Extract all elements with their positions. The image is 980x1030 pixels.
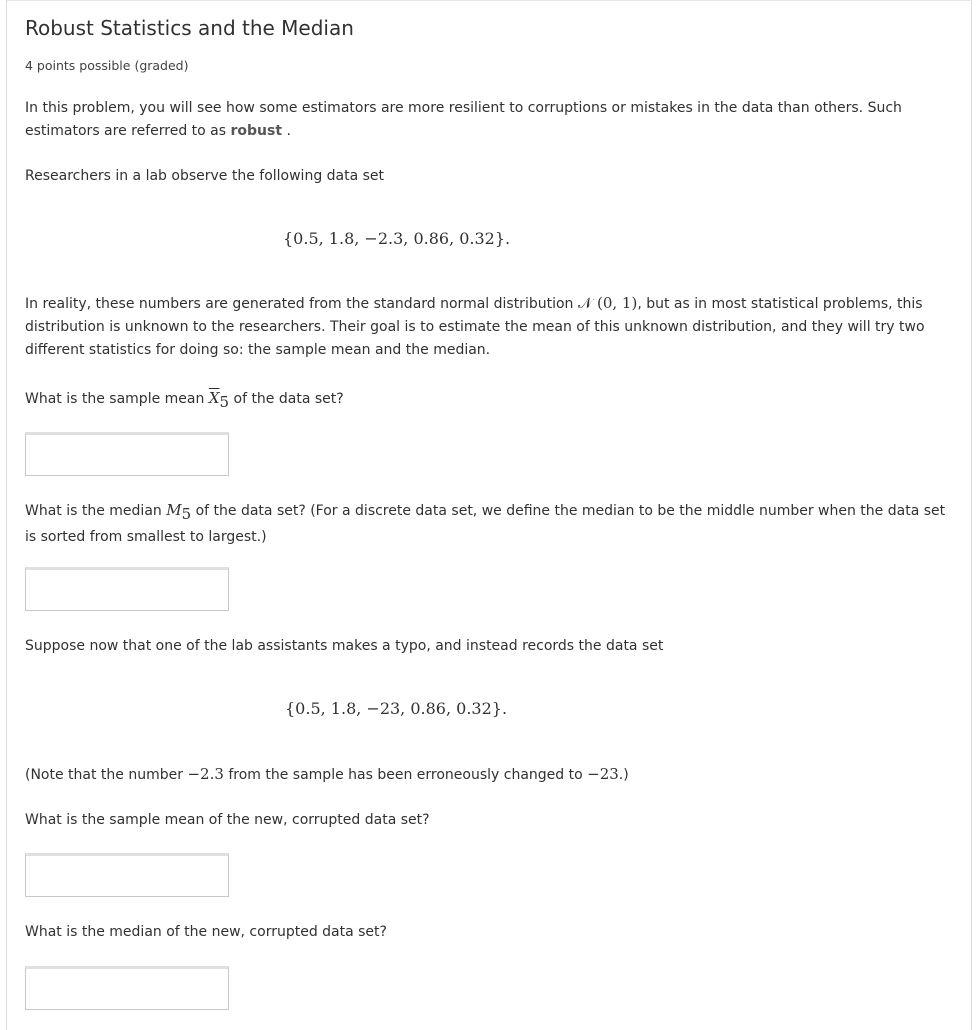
sample-mean-input[interactable]: [25, 432, 229, 476]
typo-paragraph: Suppose now that one of the lab assistants makes a typo, and instead records the data set: [25, 638, 664, 654]
data-set-corrupted: {0.5, 1.8, −23, 0.86, 0.32}.: [285, 699, 508, 718]
question-median: What is the median $M_5$ of the data set? (For a discrete data set, we define the median to be the middle number when the data set is sorted from smallest to largest.): [25, 501, 946, 545]
corrupted-median-input[interactable]: [25, 966, 229, 1010]
normal-distribution: 𝒩 (0, 1): [577, 294, 638, 312]
median-symbol: M: [166, 501, 182, 519]
question-corrupted-mean: What is the sample mean of the new, corrupted data set?: [25, 812, 430, 828]
median-input[interactable]: [25, 567, 229, 611]
corrupted-mean-input[interactable]: [25, 853, 229, 897]
question-corrupted-median: What is the median of the new, corrupted data set?: [25, 924, 387, 940]
note-paragraph: (Note that the number −2.3 from the sample has been erroneously changed to −23.): [25, 765, 629, 783]
points-label: 4 points possible (graded): [25, 58, 189, 73]
data-set-original: {0.5, 1.8, −2.3, 0.86, 0.32}.: [283, 229, 511, 248]
sample-mean-symbol: $\overline{X}$: [208, 389, 220, 407]
robust-term: robust: [230, 123, 283, 139]
problem-title: Robust Statistics and the Median: [25, 16, 354, 40]
observe-paragraph: Researchers in a lab observe the following data set: [25, 168, 385, 184]
intro-paragraph: In this problem, you will see how some estimators are more resilient to corruptions or mistakes in the data than others. Such estimators are referred to as robust .: [25, 100, 902, 139]
question-sample-mean: What is the sample mean $\overline{X}_5$ of the data set?: [25, 389, 344, 411]
reality-paragraph: In reality, these numbers are generated from the standard normal distribution 𝒩 (0, 1), but as in most statistical problems, this distribution is unknown to the researchers. Their goal is to estimate the mean of this unknown distribution, and they will try two different statistics for doing so: the sample mean and the median.: [25, 294, 925, 358]
new-value: −23: [587, 765, 619, 783]
old-value: −2.3: [187, 765, 224, 783]
